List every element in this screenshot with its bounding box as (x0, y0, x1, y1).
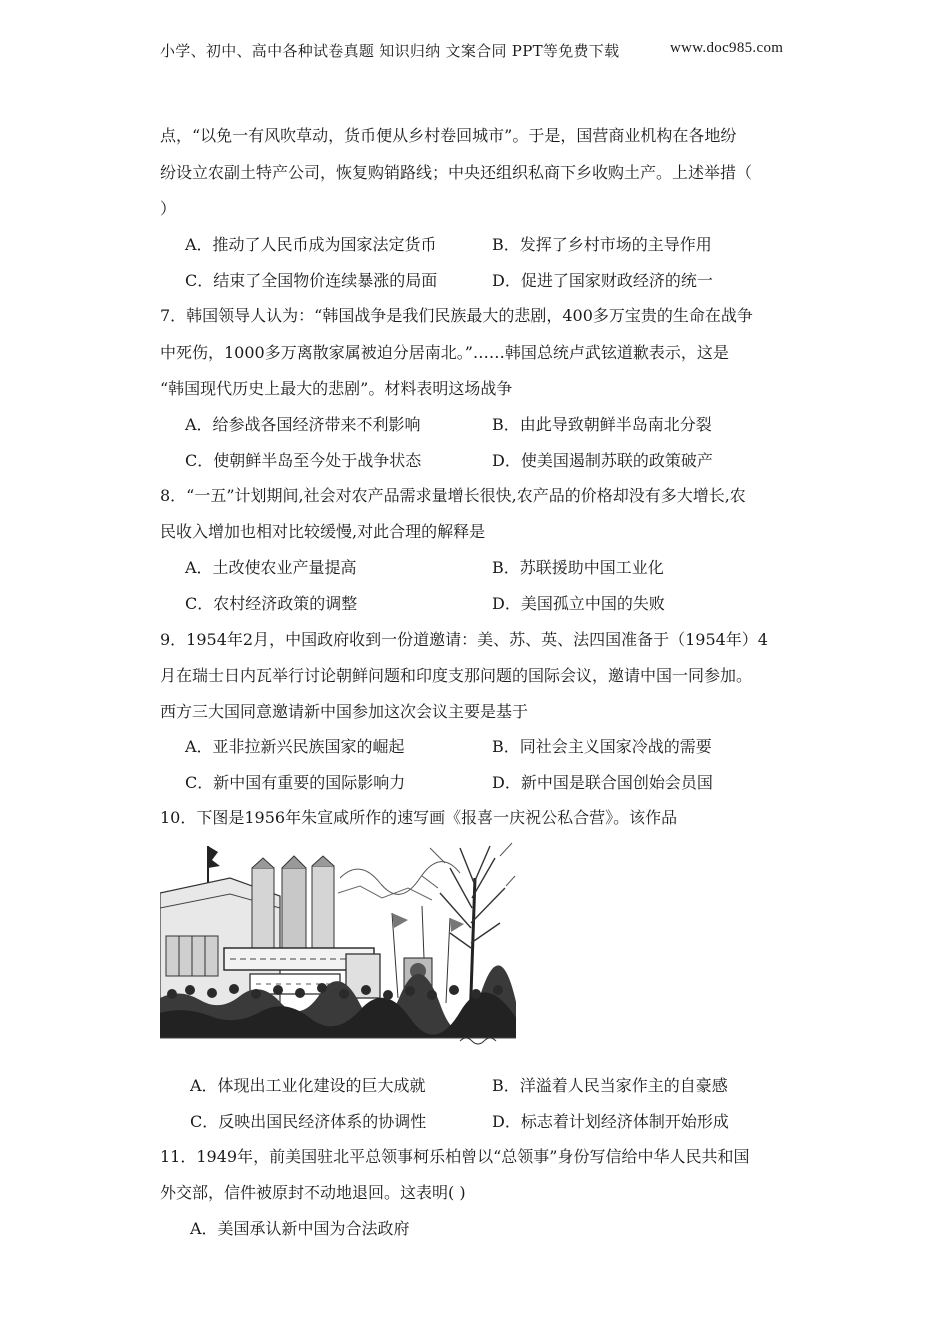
q9-option-a: A．亚非拉新兴民族国家的崛起 (185, 737, 405, 756)
q7-option-d: D．使美国遏制苏联的政策破产 (492, 451, 713, 470)
q8-option-c: C．农村经济政策的调整 (185, 594, 358, 613)
q7-option-a: A．给参战各国经济带来不利影响 (185, 415, 421, 434)
q6-option-d: D．促进了国家财政经济的统一 (492, 271, 713, 290)
q8-option-a: A．土改使农业产量提高 (185, 558, 357, 577)
q11-line-1: 11．1949年，前美国驻北平总领事柯乐柏曾以“总领事”身份写信给中华人民共和国 (160, 1147, 750, 1166)
sketch-illustration (160, 838, 516, 1050)
q7-option-b: B．由此导致朝鲜半岛南北分裂 (492, 415, 712, 434)
q8-option-b: B．苏联援助中国工业化 (492, 558, 664, 577)
q9-line-2: 月在瑞士日内瓦举行讨论朝鲜问题和印度支那问题的国际会议，邀请中国一同参加。 (160, 666, 753, 685)
q10-line-1: 10．下图是1956年朱宣咸所作的速写画《报喜一庆祝公私合营》。该作品 (160, 808, 678, 827)
q6-option-c: C．结束了全国物价连续暴涨的局面 (185, 271, 438, 290)
header-text: 小学、初中、高中各种试卷真题 知识归纳 文案合同 PPT等免费下载 (160, 42, 620, 60)
q7-line-2: 中死伤，1000多万离散家属被迫分居南北。”……韩国总统卢武铉道歉表示，这是 (160, 343, 729, 362)
q8-option-d: D．美国孤立中国的失败 (492, 594, 665, 613)
q7-option-c: C．使朝鲜半岛至今处于战争状态 (185, 451, 422, 470)
q11-line-2: 外交部，信件被原封不动地退回。这表明( ) (160, 1183, 466, 1202)
q10-option-c: C．反映出国民经济体系的协调性 (190, 1112, 427, 1131)
q9-option-c: C．新中国有重要的国际影响力 (185, 773, 406, 792)
q11-option-a: A．美国承认新中国为合法政府 (190, 1219, 410, 1238)
q8-line-2: 民收入增加也相对比较缓慢,对此合理的解释是 (160, 522, 486, 541)
q6-option-b: B．发挥了乡村市场的主导作用 (492, 235, 712, 254)
q6-line-1: 点，“以免一有风吹草动，货币便从乡村卷回城市”。于是，国营商业机构在各地纷 (160, 126, 737, 145)
q9-option-b: B．同社会主义国家冷战的需要 (492, 737, 712, 756)
q10-option-b: B．洋溢着人民当家作主的自豪感 (492, 1076, 728, 1095)
q6-line-3: ） (160, 199, 177, 218)
header-site: www.doc985.com (670, 40, 784, 56)
q7-line-3: “韩国现代历史上最大的悲剧”。材料表明这场战争 (160, 379, 513, 398)
q9-option-d: D．新中国是联合国创始会员国 (492, 773, 713, 792)
q6-option-a: A．推动了人民币成为国家法定货币 (185, 235, 437, 254)
q8-line-1: 8．“一五”计划期间,社会对农产品需求量增长很快,农产品的价格却没有多大增长,农 (160, 486, 746, 505)
q9-line-1: 9．1954年2月，中国政府收到一份道邀请：美、苏、英、法四国准备于（1954年）4 (160, 630, 768, 649)
q7-line-1: 7．韩国领导人认为：“韩国战争是我们民族最大的悲剧，400多万宝贵的生命在战争 (160, 306, 753, 325)
q6-line-2: 纷设立农副土特产公司，恢复购销路线；中央还组织私商下乡收购土产。上述举措（ (160, 163, 753, 182)
q9-line-3: 西方三大国同意邀请新中国参加这次会议主要是基于 (160, 702, 529, 721)
page-header (160, 40, 790, 61)
q10-option-d: D．标志着计划经济体制开始形成 (492, 1112, 729, 1131)
q10-option-a: A．体现出工业化建设的巨大成就 (190, 1076, 426, 1095)
